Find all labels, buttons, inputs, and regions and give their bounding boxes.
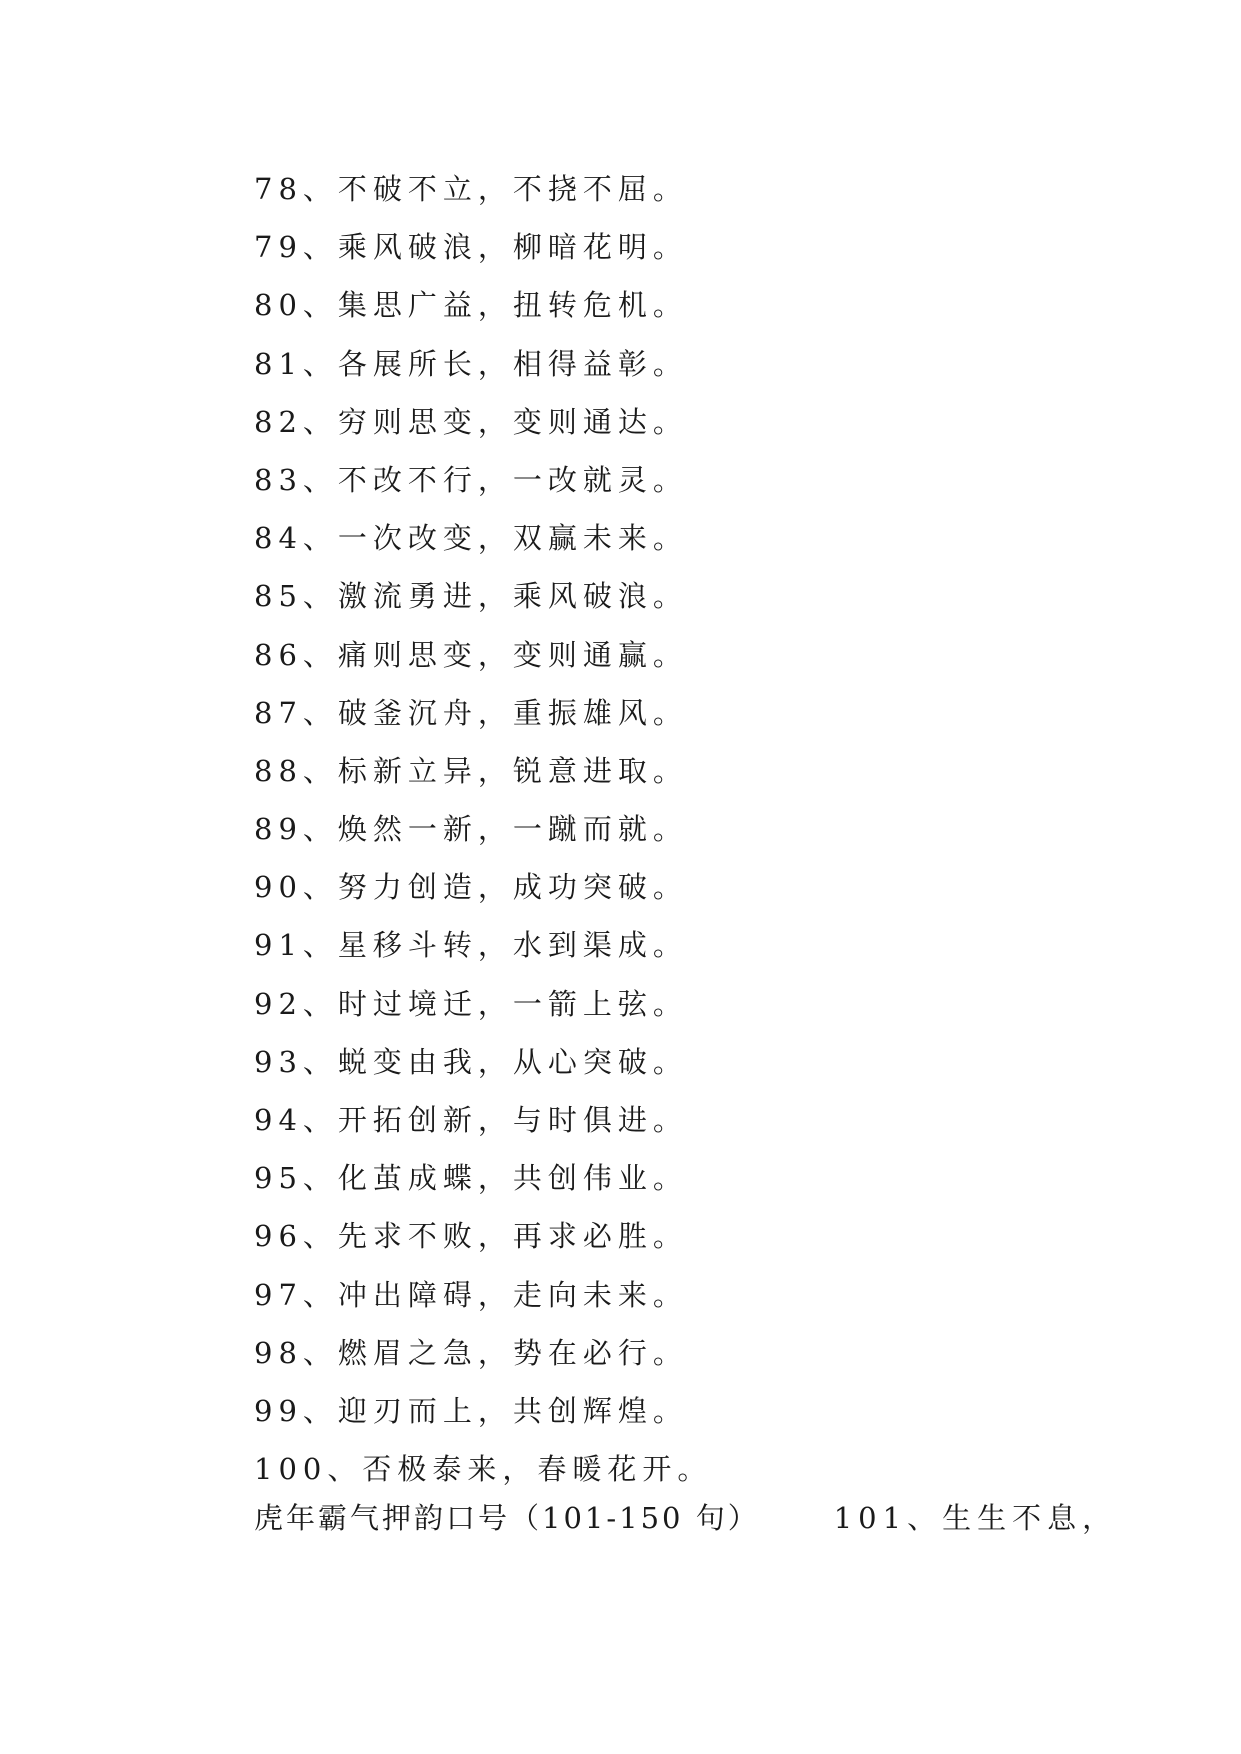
slogan-line: 97、冲出障碍，走向未来。 (254, 1277, 688, 1312)
slogan-line: 79、乘风破浪，柳暗花明。 (254, 230, 688, 265)
section-heading-line (254, 1489, 1117, 1547)
slogan-line: 89、焕然一新，一蹴而就。 (254, 812, 688, 847)
slogan-line: 96、先求不败，再求必胜。 (254, 1219, 688, 1254)
slogan-line-next: 101、生生不息， (833, 1501, 1118, 1535)
slogan-line: 81、各展所长，相得益彰。 (254, 346, 688, 381)
slogan-line: 86、痛则思变，变则通赢。 (254, 637, 688, 672)
slogan-line: 92、时过境迁，一箭上弦。 (254, 986, 688, 1021)
section-heading: 虎年霸气押韵口号（101-150 句） (254, 1501, 760, 1535)
slogan-line: 94、开拓创新，与时俱进。 (254, 1103, 688, 1137)
slogan-line: 85、激流勇进，乘风破浪。 (254, 579, 688, 614)
slogan-line: 98、燃眉之急，势在必行。 (254, 1335, 688, 1370)
slogan-line: 78、不破不立，不挠不屈。 (254, 172, 688, 206)
slogan-line: 91、星移斗转，水到渠成。 (254, 928, 688, 963)
slogan-line: 99、迎刃而上，共创辉煌。 (254, 1393, 688, 1428)
slogan-line: 100、否极泰来，春暖花开。 (254, 1452, 713, 1487)
slogan-line: 90、努力创造，成功突破。 (254, 870, 688, 905)
slogan-list (254, 160, 712, 1498)
slogan-line: 82、穷则思变，变则通达。 (254, 404, 688, 439)
slogan-line: 83、不改不行，一改就灵。 (254, 462, 688, 497)
slogan-line: 95、化茧成蝶，共创伟业。 (254, 1161, 688, 1196)
slogan-line: 88、标新立异，锐意进取。 (254, 753, 688, 788)
slogan-line: 87、破釜沉舟，重振雄风。 (254, 695, 688, 730)
slogan-line: 93、蜕变由我，从心突破。 (254, 1044, 688, 1079)
slogan-line: 80、集思广益，扭转危机。 (254, 288, 688, 323)
slogan-line: 84、一次改变，双赢未来。 (254, 521, 688, 556)
